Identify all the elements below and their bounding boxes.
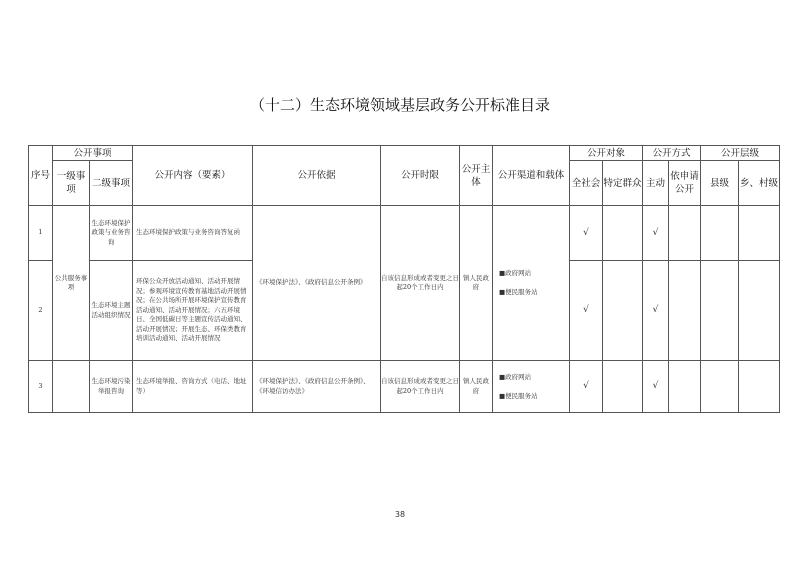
header-target-group: 公开对象: [570, 146, 643, 161]
table-row: [29, 361, 780, 413]
catalog-table: [28, 145, 780, 413]
level1-cell: 公共服务事项: [53, 206, 90, 361]
header-basis: 公开依据: [253, 146, 381, 206]
content-cell: 生态环境保护政策与业务咨询答复函: [133, 206, 253, 261]
check-mark: √: [643, 261, 669, 361]
header-level-group: 公开层级: [701, 146, 780, 161]
channel-service-station: ■便民服务站: [499, 288, 538, 296]
header-content: 公开内容（要素）: [133, 146, 253, 206]
channel-cell: [493, 361, 570, 413]
empty-cell: [701, 361, 739, 413]
header-level1: 一级事项: [53, 161, 90, 206]
page-title: （十二）生态环境领域基层政务公开标准目录: [249, 96, 550, 114]
table-row: [29, 206, 780, 261]
empty-cell: [739, 206, 780, 261]
level2-cell: 生态环境主题活动组织情况: [90, 261, 133, 361]
basis-cell: 《环境保护法》、《政府信息公开条例》、《环境信访办法》: [253, 361, 381, 413]
timeline-cell: 自该信息形成或者变更之日起20个工作日内: [381, 361, 460, 413]
header-seq: 序号: [29, 146, 53, 206]
empty-cell: [739, 261, 780, 361]
channel-service-station: ■便民服务站: [499, 391, 538, 400]
timeline-cell: 自该信息形成或者变更之日起20个工作日内: [381, 206, 460, 361]
subject-cell: 镇人民政府: [460, 361, 493, 413]
row-seq: 3: [29, 361, 53, 413]
header-on-request: 依申请公开: [669, 161, 701, 206]
empty-cell: [701, 206, 739, 261]
header-whole-society: 全社会: [570, 161, 603, 206]
header-channel: 公开渠道和载体: [493, 146, 570, 206]
header-method-group: 公开方式: [643, 146, 701, 161]
empty-cell: [739, 361, 780, 413]
header-township: 乡、村级: [739, 161, 780, 206]
level1-cell-empty: [53, 361, 90, 413]
check-mark: √: [570, 261, 603, 361]
empty-cell: [603, 361, 643, 413]
empty-cell: [669, 361, 701, 413]
check-mark: √: [643, 361, 669, 413]
empty-cell: [603, 206, 643, 261]
header-timeline: 公开时限: [381, 146, 460, 206]
row-seq: 1: [29, 206, 53, 261]
empty-cell: [701, 261, 739, 361]
header-level2: 二级事项: [90, 161, 133, 206]
content-cell: 环保公众开放活动通知、活动开展情况；参观环境宣传教育基地活动开展情况；在公共场所开展环境保护宣传教育活动通知、活动开展情况；六五环境日、全国低碳日等主题宣传活动通知、活动开展情况；开展生态、环保类教育培训活动通知、活动开展情况: [133, 261, 253, 361]
subject-cell: 镇人民政府: [460, 206, 493, 361]
level2-cell: 生态环境保护政策与业务咨询: [90, 206, 133, 261]
content-cell: 生态环境举报、咨询方式（电话、地址等）: [133, 361, 253, 413]
level2-cell: 生态环境污染举报咨询: [90, 361, 133, 413]
header-items-group: 公开事项: [53, 146, 133, 161]
header-active: 主动: [643, 161, 669, 206]
check-mark: √: [570, 206, 603, 261]
empty-cell: [669, 206, 701, 261]
empty-cell: [603, 261, 643, 361]
header-subject: 公开主体: [460, 146, 493, 206]
check-mark: √: [643, 206, 669, 261]
page-number: 38: [394, 510, 406, 519]
empty-cell: [669, 261, 701, 361]
channel-website: ■政府网站: [499, 372, 532, 381]
row-seq: 2: [29, 261, 53, 361]
channel-cell: [493, 206, 570, 361]
header-county: 县级: [701, 161, 739, 206]
header-specific-group: 特定群众: [603, 161, 643, 206]
channel-website: ■政府网站: [499, 269, 532, 277]
check-mark: √: [570, 361, 603, 413]
basis-cell: 《环境保护法》、《政府信息公开条例》: [253, 206, 381, 361]
